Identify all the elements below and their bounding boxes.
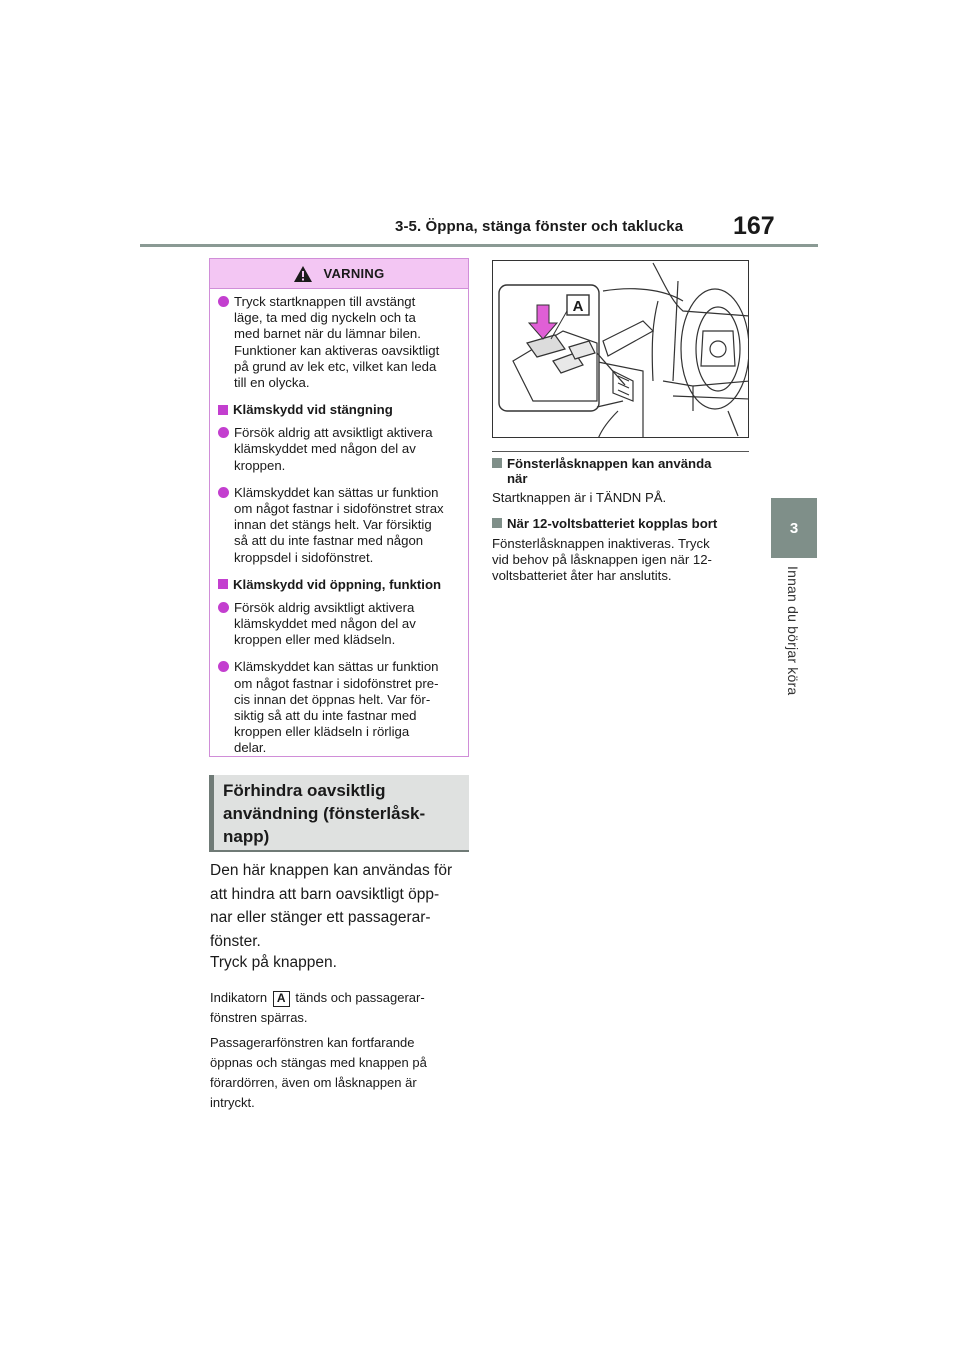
- square-bullet-icon: [218, 579, 228, 589]
- note-paragraph: Passagerarfönstren kan fortfarande öppnas och stängas med knappen på förardörren, även om låsknappen är intryckt.: [210, 1035, 427, 1110]
- warning-bullet: [218, 294, 460, 391]
- bullet-dot-icon: [218, 296, 229, 307]
- indicator-line: Indikatorn A tänds och passagerar-: [210, 990, 425, 1005]
- warning-bullet-text: Försök aldrig att avsiktligt aktivera klämskyddet med någon del av kroppen.: [234, 425, 433, 473]
- square-bullet-icon: [218, 405, 228, 415]
- warning-bullet: [218, 425, 460, 474]
- right-text-1: Startknappen är i TÄNDN PÅ.: [492, 490, 667, 505]
- right-subheading-1: Fönsterlåsknappen kan använda när: [492, 456, 711, 486]
- door-panel-drawing: [493, 261, 749, 438]
- right-text-2: Fönsterlåsknappen inaktiveras. Tryck vid behov på låsknappen igen när 12- voltsbatteriet åter har anslutits.: [492, 536, 712, 583]
- warning-bullet-text: Klämskyddet kan sättas ur funktion om något fastnar i sidofönstret strax innan det stängs helt. Var försiktig så att du inte fastnar med någon kroppsdel i sidofönstret.: [234, 484, 444, 565]
- instruction-text: Tryck på knappen.: [210, 954, 337, 971]
- warning-bullet-text: Klämskyddet kan sättas ur funktion om något fastnar i sidofönstret pre- cis innan det öppnas helt. Var för- siktig så att du inte fastnar med kroppen eller klädseln i rörliga delar.: [234, 659, 439, 756]
- warning-bullet: [218, 485, 460, 566]
- window-lock-illustration: [492, 260, 749, 438]
- indicator-paragraph: Indikatorn A tänds och passagerar- fönstren spärras.: [210, 990, 425, 1025]
- header-rule: [140, 244, 818, 247]
- bullet-dot-icon: [218, 487, 229, 498]
- right-subheading-2: När 12-voltsbatteriet kopplas bort: [492, 516, 717, 531]
- section-heading-box: [209, 775, 469, 852]
- square-bullet-icon: [492, 458, 502, 468]
- section-title: Förhindra oavsiktlig användning (fönsterlåsk- napp): [223, 781, 426, 846]
- warning-header: [210, 259, 468, 289]
- bullet-dot-icon: [218, 602, 229, 613]
- page-number: 167: [733, 212, 775, 240]
- warning-bullet: [218, 600, 460, 649]
- warning-bullet-text: Försök aldrig avsiktligt aktivera klämskyddet med någon del av kroppen eller med klädseln.: [234, 599, 416, 648]
- warning-subheading: Klämskydd vid öppning, funktion: [218, 577, 460, 592]
- illustration-callout-a: A: [572, 298, 584, 315]
- warning-bullet: [218, 659, 460, 756]
- square-bullet-icon: [492, 518, 502, 528]
- warning-body: [210, 289, 468, 757]
- chapter-side-label: Innan du börjar köra: [785, 566, 801, 696]
- header-title: 3-5. Öppna, stänga fönster och taklucka: [395, 218, 684, 235]
- warning-bullet-text: Tryck startknappen till avstängt läge, ta med dig nyckeln och ta med barnet när du lämnar bilen. Funktioner kan aktiveras oavsiktligt på grund av lek etc, vilket kan leda till en olycka.: [234, 294, 440, 391]
- intro-paragraph: Den här knappen kan användas för att hindra att barn oavsiktligt öpp- nar eller stänger ett passagerar- fönster.: [210, 862, 453, 950]
- warning-title: VARNING: [323, 266, 385, 281]
- warning-subheading: Klämskydd vid stängning: [218, 402, 460, 417]
- bullet-dot-icon: [218, 427, 229, 438]
- bullet-dot-icon: [218, 661, 229, 672]
- callout-a-icon: A: [273, 991, 290, 1007]
- warning-box: [209, 258, 469, 757]
- warning-triangle-icon: [293, 265, 313, 283]
- chapter-tab: 3: [771, 498, 817, 558]
- column-rule: [492, 451, 749, 452]
